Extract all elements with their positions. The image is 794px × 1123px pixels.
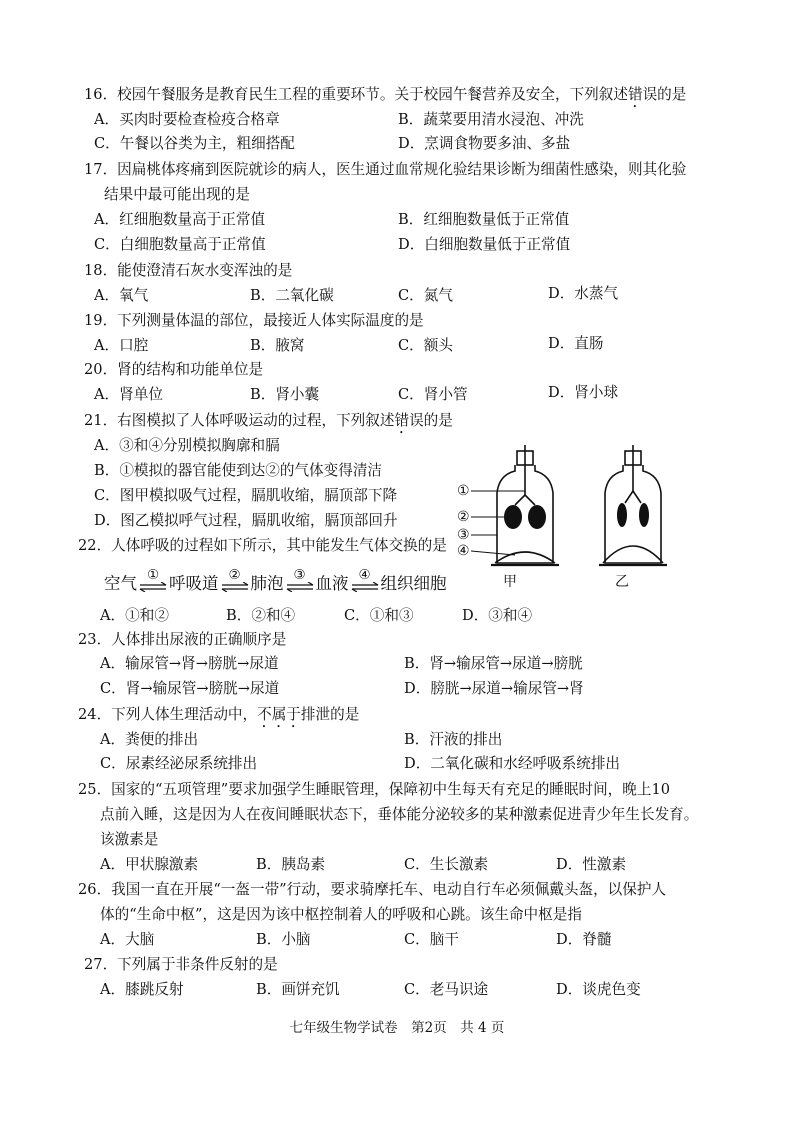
- chain-step-3: ③: [286, 568, 314, 594]
- question-20-option-a: A．肾单位: [94, 386, 163, 403]
- question-23-stem: 23．人体排出尿液的正确顺序是: [78, 631, 287, 648]
- question-16-option-b: B．蔬菜要用清水浸泡、冲洗: [398, 111, 584, 128]
- question-22-option-c: C．①和③: [344, 607, 414, 624]
- jar-b-lung-right: [639, 503, 649, 527]
- question-23-option-a: A．输尿管→肾→膀胱→尿道: [100, 655, 279, 672]
- question-24-option-a: A．粪便的排出: [100, 731, 199, 748]
- question-26-option-d: D．脊髓: [556, 931, 612, 948]
- question-17-option-d: D．白细胞数量低于正常值: [398, 236, 571, 253]
- question-25-option-c: C．生长激素: [404, 856, 489, 873]
- question-22-option-d: D．③和④: [462, 607, 533, 624]
- jar-b-diaphragm: [603, 546, 663, 563]
- pointer-4: [471, 551, 515, 555]
- question-16-option-d: D．烹调食物要多油、多盐: [398, 135, 571, 152]
- question-17-option-b: B．红细胞数量低于正常值: [398, 211, 570, 228]
- question-21-option-b: B．①模拟的器官能使到达②的气体变得清洁: [94, 462, 383, 479]
- question-19-option-a: A．口腔: [94, 337, 149, 354]
- figure-label-jia: 甲: [503, 574, 517, 590]
- figure-marker-2: ②: [457, 509, 470, 525]
- question-25-stem-line3: 该激素是: [100, 831, 159, 848]
- chain-node-blood: 血液: [315, 574, 349, 593]
- double-arrow-icon: [286, 582, 314, 592]
- figure-marker-1: ①: [457, 483, 470, 499]
- chain-step-1: ①: [139, 568, 167, 594]
- question-19-option-c: C．额头: [398, 337, 453, 354]
- chain-step-4: ④: [351, 568, 379, 594]
- chain-node-alveoli: 肺泡: [250, 574, 284, 593]
- question-21-stem: 21．右图模拟了人体呼吸运动的过程，下列叙述错误的是: [84, 412, 453, 429]
- question-26-option-a: A．大脑: [100, 931, 155, 948]
- question-27-option-a: A．膝跳反射: [100, 981, 184, 998]
- question-22-stem: 22．人体呼吸的过程如下所示，其中能发生气体交换的是: [78, 537, 447, 554]
- question-25-option-d: D．性激素: [556, 856, 627, 873]
- question-17-option-a: A．红细胞数量高于正常值: [94, 211, 266, 228]
- figure-label-yi: 乙: [615, 574, 629, 590]
- jar-b-lung-left: [617, 503, 627, 527]
- question-25-stem-line2: 点前入睡，这是因为人在夜间睡眠状态下，垂体能分泌较多的某种激素促进青少年生长发育。: [100, 806, 699, 823]
- question-26-option-c: C．脑干: [404, 931, 459, 948]
- question-20-option-d: D．肾小球: [548, 384, 619, 401]
- respiration-model-figure: [455, 445, 695, 595]
- chain-node-air: 空气: [104, 574, 137, 593]
- question-21-option-d: D．图乙模拟呼气过程，膈肌收缩，膈顶部回升: [94, 512, 398, 529]
- question-21-option-a: A．③和④分别模拟胸廓和膈: [94, 437, 280, 454]
- question-23-option-c: C．肾→输尿管→膀胱→尿道: [100, 680, 280, 697]
- question-23-option-b: B．肾→输尿管→尿道→膀胱: [404, 655, 583, 672]
- question-25-option-b: B．胰岛素: [256, 856, 326, 873]
- question-19-option-d: D．直肠: [548, 335, 604, 352]
- jar-b-bronchus-left: [625, 491, 633, 503]
- question-18-option-a: A．氧气: [94, 287, 149, 304]
- question-16-option-c: C．午餐以谷类为主，粗细搭配: [94, 135, 295, 152]
- respiration-chain: [104, 566, 447, 594]
- question-21-option-c: C．图甲模拟吸气过程，膈肌收缩，膈顶部下降: [94, 487, 398, 504]
- jar-a-bronchus-left: [515, 495, 525, 505]
- question-24-option-d: D．二氧化碳和水经呼吸系统排出: [404, 755, 621, 772]
- chain-step-2: ②: [221, 568, 249, 594]
- jar-b-bronchus-right: [633, 491, 641, 503]
- question-25-option-a: A．甲状腺激素: [100, 856, 199, 873]
- question-22-option-b: B．②和④: [226, 607, 296, 624]
- question-18-option-c: C．氮气: [398, 287, 453, 304]
- question-23-option-d: D．膀胱→尿道→输尿管→肾: [404, 680, 584, 697]
- question-16-option-a: A．买肉时要检查检疫合格章: [94, 111, 280, 128]
- question-27-option-b: B．画饼充饥: [256, 981, 340, 998]
- question-20-option-c: C．肾小管: [398, 386, 468, 403]
- question-26-stem-line2: 体的“生命中枢”，这是因为该中枢控制着人的呼吸和心跳。该生命中枢是指: [100, 906, 582, 923]
- jar-a-lung-left: [504, 505, 522, 529]
- question-20-option-b: B．肾小囊: [250, 386, 320, 403]
- question-18-stem: 18．能使澄清石灰水变浑浊的是: [84, 262, 293, 279]
- question-27-option-c: C．老马识途: [404, 981, 489, 998]
- page-footer: 七年级生物学试卷 第2页 共 4 页: [289, 1020, 505, 1036]
- question-26-option-b: B．小脑: [256, 931, 311, 948]
- question-24-option-b: B．汗液的排出: [404, 731, 503, 748]
- figure-marker-3: ③: [457, 527, 470, 543]
- question-25-stem-line1: 25．国家的“五项管理”要求加强学生睡眠管理，保障初中生每天有充足的睡眠时间，晚上10: [78, 781, 671, 798]
- question-24-stem: 24．下列人体生理活动中，不属于排泄的是: [78, 706, 360, 723]
- question-18-option-b: B．二氧化碳: [250, 287, 334, 304]
- question-18-option-d: D．水蒸气: [548, 285, 619, 302]
- question-19-stem: 19．下列测量体温的部位，最接近人体实际温度的是: [84, 312, 424, 329]
- question-24-option-c: C．尿素经泌尿系统排出: [100, 755, 258, 772]
- chain-node-airway: 呼吸道: [169, 574, 219, 593]
- double-arrow-icon: [351, 582, 379, 592]
- question-19-option-b: B．腋窝: [250, 337, 305, 354]
- bell-jar-diagram: [455, 445, 695, 595]
- jar-a-bronchus-right: [525, 495, 535, 505]
- chain-node-tissue-cells: 组织细胞: [380, 574, 447, 593]
- question-22-option-a: A．①和②: [100, 607, 169, 624]
- question-17-stem-line1: 17．因扁桃体疼痛到医院就诊的病人，医生通过血常规化验结果诊断为细菌性感染，则其化验: [84, 161, 687, 178]
- question-27-option-d: D．谈虎色变: [556, 981, 641, 998]
- question-17-stem-line2: 结果中最可能出现的是: [104, 186, 250, 203]
- figure-marker-4: ④: [457, 543, 470, 559]
- question-16-stem: 16．校园午餐服务是教育民生工程的重要环节。关于校园午餐营养及安全，下列叙述错误的是: [84, 86, 687, 103]
- double-arrow-icon: [139, 582, 167, 592]
- question-26-stem-line1: 26．我国一直在开展“一盔一带”行动，要求骑摩托车、电动自行车必须佩戴头盔，以保护人: [78, 881, 667, 898]
- question-27-stem: 27．下列属于非条件反射的是: [84, 956, 278, 973]
- question-17-option-c: C．白细胞数量高于正常值: [94, 236, 266, 253]
- double-arrow-icon: [221, 582, 249, 592]
- jar-a-lung-right: [528, 505, 546, 529]
- question-20-stem: 20．肾的结构和功能单位是: [84, 361, 264, 378]
